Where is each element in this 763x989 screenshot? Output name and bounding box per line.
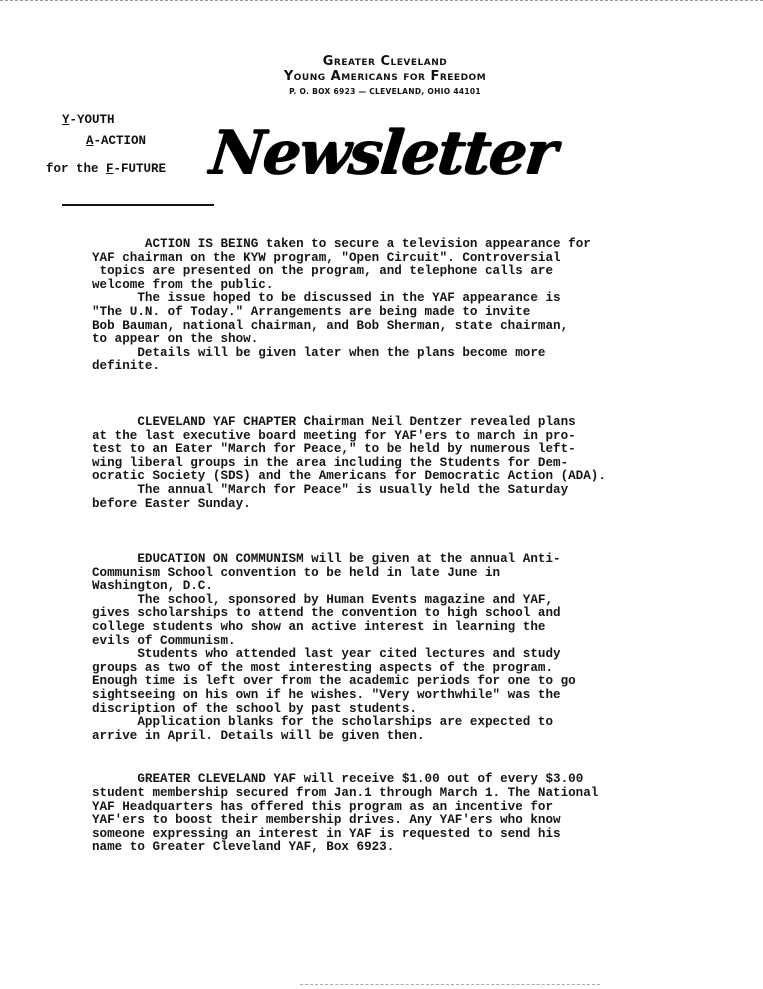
article-tv-appearance [92,238,692,374]
page-top-edge [0,0,763,1]
article-text: taken to secure a television appearance for YAF chairman on the KYW program, "Open Circuit". Controversial topics are presented on the program, and telephone calls are welcome from the public. [92,237,591,292]
acronym-word-action: -ACTION [93,134,147,148]
article-lead: ACTION IS BEING [144,237,259,251]
newsletter-body [92,238,692,855]
newsletter-masthead: Newsletter [206,118,559,188]
article-cleveland-chapter [92,416,692,511]
acronym-letter-f: F [106,162,114,176]
article-paragraph: Students who attended last year cited lectures and study groups as two of the most interesting aspects of the program. Enough time is left over from the academic periods for one to go sightseeing on his own if he wishes. "Very worthwhile" was the discription of the school by past students. [92,647,576,716]
acronym-line-future [46,162,166,176]
article-paragraph: Details will be given later when the plans become more definite. [92,345,546,374]
article-lead: EDUCATION ON COMMUNISM [137,552,304,567]
acronym-word-future: -FUTURE [113,162,167,176]
acronym-intro: for the [46,162,107,176]
article-education-communism [92,553,692,743]
article-paragraph [92,553,692,594]
article-text: will be given at the annual Anti- Communism School convention to be held in late June in Washington, D.C. [92,552,561,594]
article-membership [92,773,692,855]
masthead-underline-rule [62,204,214,206]
article-paragraph: The school, sponsored by Human Events magazine and YAF, gives scholarships to attend the convention to high school and college students who show an active interest in learning the evils of Communism. [92,592,561,648]
acronym-letter-y: Y [62,113,70,127]
acronym-word-youth: -YOUTH [69,113,115,127]
article-paragraph [92,416,692,484]
org-name-line1: Greater Cleveland [322,54,448,69]
page-bottom-edge [300,984,600,985]
organization-header [245,54,525,100]
article-text: will receive $1.00 out of every $3.00 student membership secured from Jan.1 through March 1. The National YAF Headquarters has offered this program as an incentive for YAF'ers to boost their membership drives. Any YAF'ers who know someone expressing an interest in YAF is requested to send his name to Greater Cleveland YAF, Box 6923. [92,772,599,855]
article-lead: GREATER CLEVELAND YAF [137,772,297,787]
acronym-letter-a: A [86,134,94,148]
org-address: P. O. BOX 6923 — CLEVELAND, OHIO 44101 [289,87,481,96]
acronym-line-action [86,134,146,148]
article-lead: CLEVELAND YAF CHAPTER [137,414,297,429]
article-paragraph: The issue hoped to be discussed in the YAF appearance is "The U.N. of Today." Arrangements are being made to invite Bob Bauman, national chairman, and Bob Sherman, state chairman, to appear on the show. [92,291,569,347]
acronym-line-youth [62,113,115,127]
article-paragraph: Application blanks for the scholarships are expected to arrive in April. Details will be given then. [92,715,554,743]
article-paragraph [92,773,692,855]
article-paragraph [92,238,692,292]
article-text: Chairman Neil Dentzer revealed plans at the last executive board meeting for YAF'ers to march in pro- test to an Eater "March for Peace," to be held by numerous left- wing liberal groups in the area including the Students for Dem- ocratic Society (SDS) and the Americans for Democratic Action (ADA). [92,414,606,484]
article-paragraph: The annual "March for Peace" is usually held the Saturday before Easter Sunday. [92,482,569,511]
org-name-line2: Young Americans for Freedom [283,69,487,84]
